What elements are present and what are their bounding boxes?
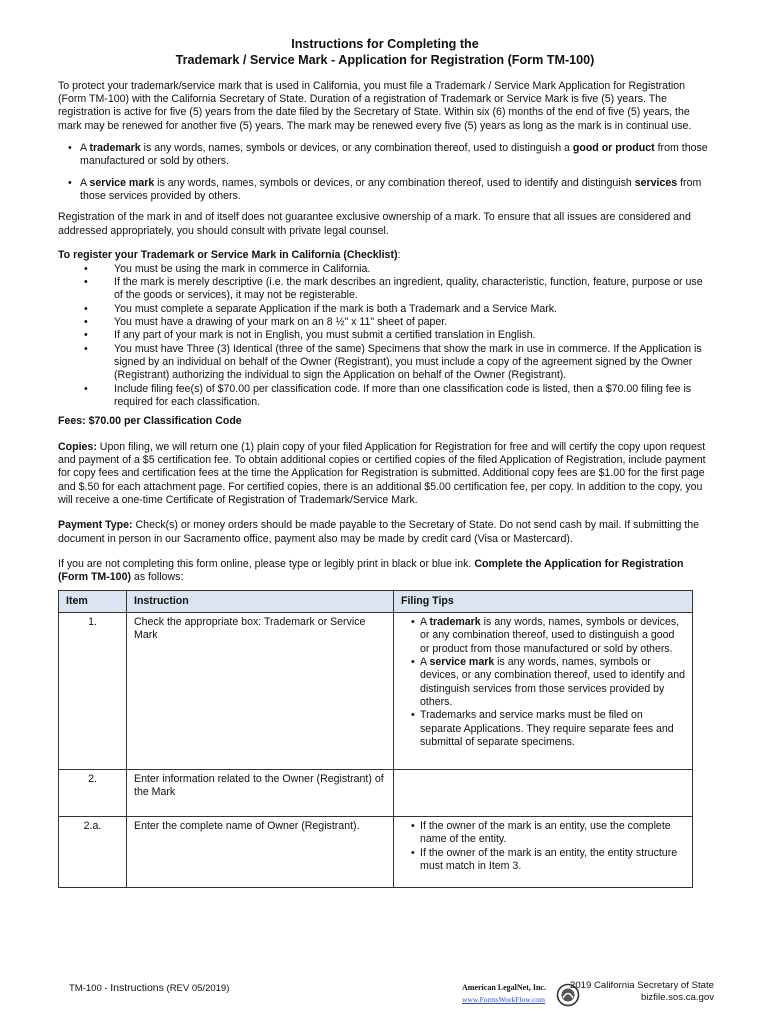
item-number: 2.a. — [59, 817, 127, 888]
registration-note: Registration of the mark in and of itself does not guarantee exclusive ownership of a mark. To ensure that all issues are considered and addressed appropriately, you should consult with private legal counsel. — [58, 211, 691, 237]
checklist — [58, 263, 712, 410]
item-number: 1. — [59, 613, 127, 770]
checklist-item: • You must have a drawing of your mark on an 8 ½" x 11" sheet of paper. — [84, 316, 712, 329]
payment-paragraph: Payment Type: Check(s) or money orders should be made payable to the Secretary of State. Do not send cash by mail. If submitting the document in person in our Sacramento office, payment also may be made by credit card (Visa or Mastercard). — [58, 519, 700, 545]
intro-paragraph: To protect your trademark/service mark that is used in California, you must file a Trademark / Service Mark Application for Registration (Form TM-100) with the California Secretary of State. Duration of a registration of Trademark or Service Mark is five (5) years. The registration is active for five (5) years from the date filed by the Secretary of State. Within six (6) months of the end of five (5) years, the mark may be renewed for another five (5) years. The mark may be renewed every five (5) years as long as the mark is in continual use. — [58, 79, 692, 132]
checklist-item: • Include filing fee(s) of $70.00 per classification code. If more than one classification code is listed, then a $70.00 filing fee is required for each classification. — [84, 383, 712, 410]
column-header-filing-tips: Filing Tips — [394, 590, 693, 612]
checklist-item: • If the mark is merely descriptive (i.e. the mark describes an ingredient, quality, characteristic, function, feature, purpose or use of the goods or services), it may not be registerable. — [84, 276, 712, 303]
filing-tip: • Trademarks and service marks must be filed on separate Applications. They require separate fees and submittal of separate specimens. — [411, 709, 685, 749]
service-mark-definition: • A service mark is any words, names, symbols or devices, or any combination thereof, used to identify and distinguish services from those services provided by others. — [68, 177, 712, 204]
publisher-name: American LegalNet, Inc. — [462, 983, 546, 992]
checklist-item: • You must be using the mark in commerce in California. — [84, 263, 712, 276]
table-row — [59, 613, 693, 770]
filing-tip: • A service mark is any words, names, symbols or devices, or any combination thereof, used to identify and distinguish services from those services provided by others. — [411, 656, 685, 709]
table-header-row — [59, 590, 693, 612]
filing-tips-cell — [394, 817, 693, 888]
column-header-item: Item — [59, 590, 127, 612]
website-text: bizfile.sos.ca.gov — [640, 992, 714, 1004]
publisher-link[interactable]: www.FormsWorkFlow.com — [462, 995, 546, 1004]
column-header-instruction: Instruction — [127, 590, 394, 612]
instructions-table — [58, 590, 693, 888]
item-number: 2. — [59, 770, 127, 817]
instruction-cell: Enter information related to the Owner (Registrant) of the Mark — [127, 770, 394, 817]
definition-list — [58, 142, 712, 203]
copies-paragraph: Copies: Upon filing, we will return one (1) plain copy of your filed Application for Registration for free and will certify the copy upon request and payment of a $5 certification fee. To obtain additional copies or certified copies of the filed Application of Registration, include payment for copy fees and certification fees at the time the Application for Registration is submitted. Additional copy fees are $1.00 for the first page and $.50 for each attachment page. For certified copies, there is an additional $5.00 certification fee, per copy. In addition to the copy, you will receive a one-time Certificate of Registration of Trademark/Service Mark. — [58, 440, 706, 506]
filing-tips-cell — [394, 770, 693, 817]
checklist-heading: To register your Trademark or Service Mark in California (Checklist): — [58, 249, 401, 262]
filing-tip: • If the owner of the mark is an entity, the entity structure must match in Item 3. — [411, 847, 685, 874]
checklist-item: • If any part of your mark is not in English, you must submit a certified translation in English. — [84, 329, 712, 342]
copyright-block — [570, 980, 714, 1005]
fees-line: Fees: $70.00 per Classification Code — [58, 415, 242, 428]
checklist-item: • You must complete a separate Application if the mark is both a Trademark and a Service Mark. — [84, 303, 712, 316]
completion-paragraph: If you are not completing this form online, please type or legibly print in black or blue ink. Complete the Application for Registration (Form TM-100) as follows: — [58, 558, 684, 584]
title-line-2: Trademark / Service Mark - Application for Registration (Form TM-100) — [175, 53, 595, 68]
table-row — [59, 817, 693, 888]
title-line-1: Instructions for Completing the — [291, 37, 479, 51]
page-footer — [0, 978, 770, 1024]
instruction-cell: Check the appropriate box: Trademark or Service Mark — [127, 613, 394, 770]
checklist-item: • You must have Three (3) Identical (three of the same) Specimens that show the mark in use in commerce. If the Application is signed by an individual on behalf of the Owner (Registrant), you must include a copy of the agreement signed by the Owner (Registrant) authorizing the individual to sign the Application on behalf of the Owner (Registrant). — [84, 343, 712, 383]
table-row — [59, 770, 693, 817]
copyright-text: 2019 California Secretary of State — [570, 980, 714, 991]
instruction-cell: Enter the complete name of Owner (Registrant). — [127, 817, 394, 888]
filing-tip: • If the owner of the mark is an entity, use the complete name of the entity. — [411, 820, 685, 847]
filing-tip: • A trademark is any words, names, symbols or devices, or any combination thereof, used to distinguish a good or product from those manufactured or sold by others. — [411, 616, 685, 656]
form-reference: TM-100 - Instructions (REV 05/2019) — [69, 982, 230, 994]
page-title — [58, 36, 712, 69]
trademark-definition: • A trademark is any words, names, symbols or devices, or any combination thereof, used to distinguish a good or product from those manufactured or sold by others. — [68, 142, 712, 169]
filing-tips-cell — [394, 613, 693, 770]
publisher-stamp — [462, 980, 582, 1010]
